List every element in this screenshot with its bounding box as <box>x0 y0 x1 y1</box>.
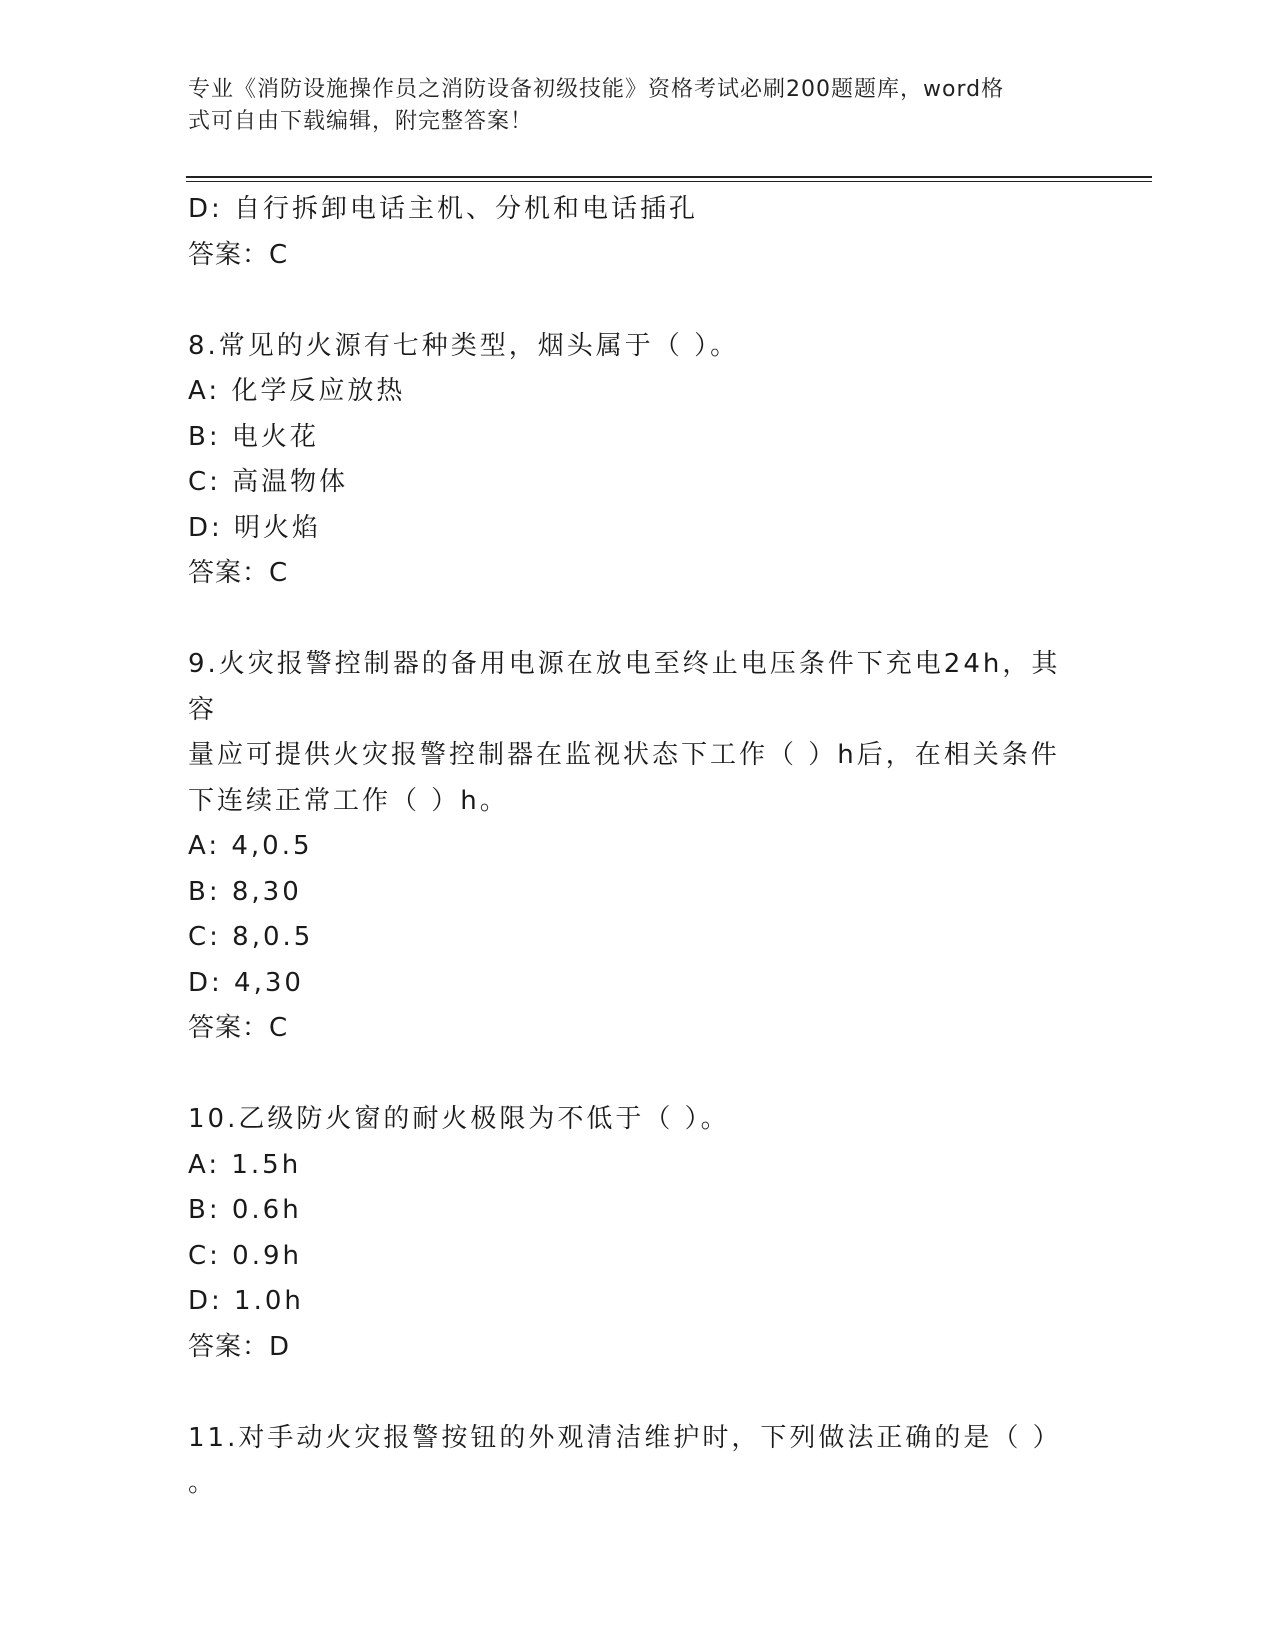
question-11 <box>188 1416 1088 1507</box>
question-10 <box>188 1097 1088 1370</box>
header-line-1: 专业《消防设施操作员之消防设备初级技能》资格考试必刷200题题库，word格 <box>188 77 1005 102</box>
question-content <box>188 187 1088 1507</box>
header-divider-thin <box>186 181 1152 182</box>
option-b: B: 8,30 <box>188 876 302 907</box>
answer: 答案：C <box>188 239 289 270</box>
header-line-2: 式可自由下载编辑，附完整答案！ <box>188 109 534 134</box>
option-c: C: 高温物体 <box>188 467 349 497</box>
option-c: C: 0.9h <box>188 1240 303 1271</box>
option-d: D: 明火焰 <box>188 512 322 543</box>
question-text-line-1: 9.火灾报警控制器的备用电源在放电至终止电压条件下充电24h，其容 <box>188 649 1061 725</box>
question-text-line-2: 。 <box>188 1468 218 1498</box>
question-text-line-3: 下连续正常工作（ ）h。 <box>188 785 509 816</box>
option-a: A: 4,0.5 <box>188 831 313 861</box>
option-a: A: 化学反应放热 <box>188 376 406 406</box>
question-gap <box>188 278 1088 324</box>
option-b: B: 0.6h <box>188 1195 302 1225</box>
question-gap <box>188 1052 1088 1098</box>
option-c: C: 8,0.5 <box>188 922 314 952</box>
page-header <box>188 74 1088 138</box>
answer: 答案：D <box>188 1331 291 1362</box>
question-text-line-2: 量应可提供火灾报警控制器在监视状态下工作（ ）h后，在相关条件 <box>188 740 1060 770</box>
question-7-tail <box>188 187 1088 278</box>
option-a: A: 1.5h <box>188 1149 302 1180</box>
header-divider-thick <box>186 176 1152 178</box>
option-d: D: 1.0h <box>188 1286 304 1316</box>
question-gap <box>188 597 1088 643</box>
question-text: 10.乙级防火窗的耐火极限为不低于（ ）。 <box>188 1104 730 1134</box>
answer: 答案：C <box>188 558 289 588</box>
question-text: 8.常见的火源有七种类型，烟头属于（ ）。 <box>188 330 740 361</box>
question-8 <box>188 324 1088 597</box>
question-9 <box>188 642 1088 1052</box>
question-text-line-1: 11.对手动火灾报警按钮的外观清洁维护时，下列做法正确的是（ ） <box>188 1422 1062 1453</box>
option-b: B: 电火花 <box>188 421 319 452</box>
question-gap <box>188 1370 1088 1416</box>
option-d: D: 4,30 <box>188 967 304 998</box>
option-d: D: 自行拆卸电话主机、分机和电话插孔 <box>188 194 699 224</box>
answer: 答案：C <box>188 1013 289 1043</box>
